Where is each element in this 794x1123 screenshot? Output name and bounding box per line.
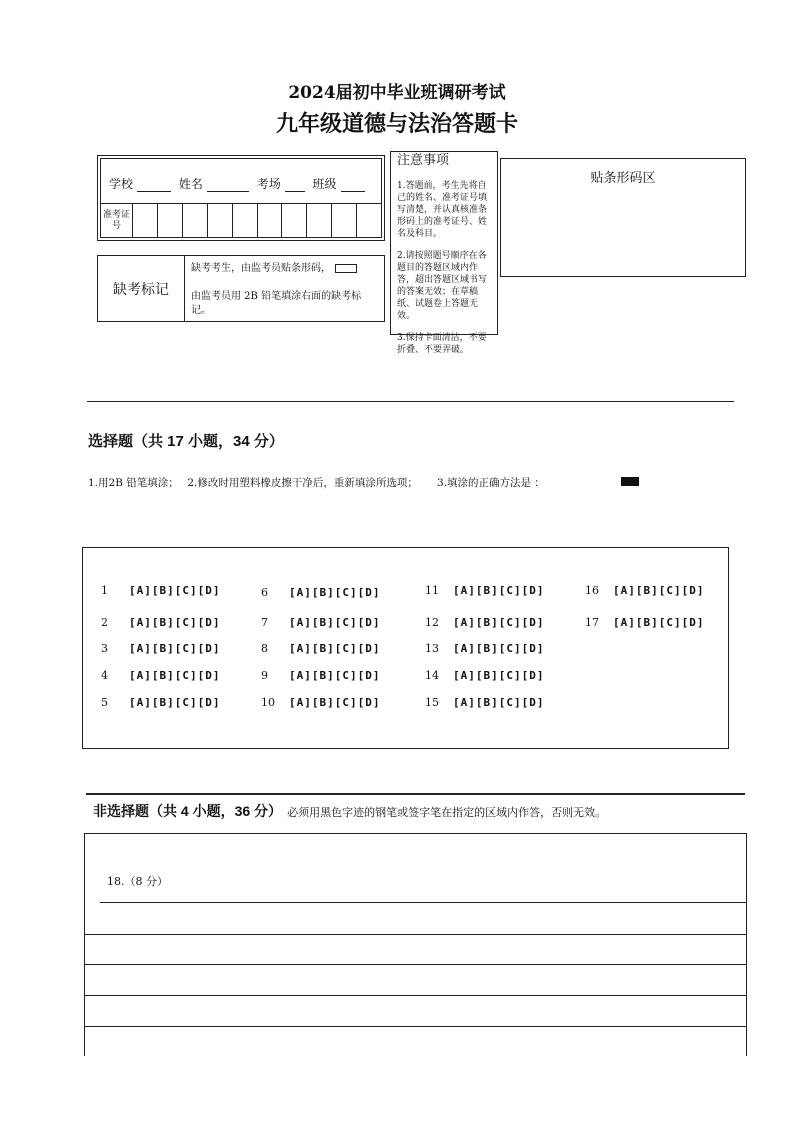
choice-question[interactable] [101, 616, 220, 629]
missing-exam-text-1: 缺考考生，由监考员贴条形码， [191, 263, 331, 274]
answer-options[interactable]: [A][B][C][D] [453, 616, 545, 629]
choice-question[interactable] [585, 616, 704, 629]
choice-question[interactable] [585, 584, 704, 597]
school-field[interactable] [137, 179, 171, 192]
filled-example-mark [621, 477, 639, 486]
room-label: 考场 [256, 177, 281, 191]
choice-question[interactable] [261, 586, 380, 599]
choice-question[interactable] [425, 584, 544, 597]
answer-line[interactable] [85, 1026, 746, 1027]
question-number: 10 [261, 696, 275, 709]
answer-options[interactable]: [A][B][C][D] [129, 696, 221, 709]
nonchoice-note: 必须用黑色字迹的钢笔或签字笔在指定的区域内作答，否则无效。 [287, 806, 607, 819]
choice-question[interactable] [425, 696, 544, 709]
divider [86, 793, 745, 795]
name-label: 姓名 [178, 177, 203, 191]
exam-number-row [101, 203, 381, 237]
choice-question[interactable] [425, 616, 544, 629]
missing-mark-box[interactable] [335, 264, 357, 273]
room-field[interactable] [285, 179, 305, 192]
answer-options[interactable]: [A][B][C][D] [289, 586, 381, 599]
answer-options[interactable]: [A][B][C][D] [453, 584, 545, 597]
missing-exam-box [97, 255, 385, 322]
answer-options[interactable]: [A][B][C][D] [289, 669, 381, 682]
choice-question[interactable] [261, 642, 380, 655]
missing-exam-text [191, 262, 379, 318]
exam-number-cell[interactable] [183, 204, 208, 237]
answer-options[interactable]: [A][B][C][D] [613, 584, 705, 597]
question-number: 2 [101, 616, 108, 629]
answer-line[interactable] [85, 995, 746, 996]
answer-line[interactable] [100, 902, 746, 903]
question-number: 11 [425, 584, 439, 597]
question-number: 17 [585, 616, 599, 629]
exam-number-cell[interactable] [282, 204, 307, 237]
exam-number-cell[interactable] [158, 204, 183, 237]
choice-question[interactable] [101, 696, 220, 709]
note-item: 3.保持卡面清洁，不要折叠、不要弄破。 [397, 333, 487, 355]
choice-section-title: 选择题（共 17 小题，34 分） [88, 433, 284, 450]
question-number: 4 [101, 669, 108, 682]
question-number: 16 [585, 584, 599, 597]
choice-question[interactable] [101, 584, 220, 597]
school-label: 学校 [109, 177, 134, 191]
question-number: 15 [425, 696, 439, 709]
answer-options[interactable]: [A][B][C][D] [129, 642, 221, 655]
answer-options[interactable]: [A][B][C][D] [289, 616, 381, 629]
question-number: 1 [101, 584, 108, 597]
exam-number-cell[interactable] [258, 204, 283, 237]
missing-exam-text-2: 由监考员用 2B 铅笔填涂右面的缺考标记。 [191, 291, 362, 316]
answer-options[interactable]: [A][B][C][D] [453, 642, 545, 655]
exam-title: 2024届初中毕业班调研考试 [288, 83, 506, 103]
exam-number-cell[interactable] [332, 204, 357, 237]
answer-options[interactable]: [A][B][C][D] [613, 616, 705, 629]
question-number: 13 [425, 642, 439, 655]
answer-options[interactable]: [A][B][C][D] [453, 669, 545, 682]
answer-line[interactable] [85, 934, 746, 935]
choice-question[interactable] [261, 696, 380, 709]
exam-number-cell[interactable] [233, 204, 258, 237]
name-field[interactable] [207, 179, 249, 192]
question-number: 6 [261, 586, 268, 599]
question-number: 5 [101, 696, 108, 709]
question-18-label: 18.（8 分） [107, 875, 168, 888]
choice-question[interactable] [101, 669, 220, 682]
choice-instructions: 1.用2B 铅笔填涂； 2.修改时用塑料橡皮擦干净后，重新填涂所选项； 3.填涂的正确方法是 ： [88, 477, 545, 489]
question-number: 14 [425, 669, 439, 682]
question-number: 7 [261, 616, 268, 629]
exam-number-label: 准考证号 [101, 204, 133, 237]
question-number: 3 [101, 642, 108, 655]
barcode-label: 贴条形码区 [590, 171, 656, 186]
choice-question[interactable] [261, 669, 380, 682]
divider [87, 401, 734, 402]
answer-options[interactable]: [A][B][C][D] [129, 584, 221, 597]
answer-options[interactable]: [A][B][C][D] [129, 616, 221, 629]
choice-question[interactable] [101, 642, 220, 655]
note-item: 2.请按照题号顺序在各题目的答题区域内作答，超出答题区域书写的答案无效；在草稿纸、试题卷上答题无效。 [397, 251, 488, 321]
class-label: 班级 [312, 177, 337, 191]
missing-exam-label: 缺考标记 [98, 256, 185, 321]
exam-number-cell[interactable] [133, 204, 158, 237]
note-item: 1.答题前，考生先将自己的姓名、准考证号填写清楚，并认真核准条形码上的准考证号、姓名及科目。 [397, 181, 488, 239]
nonchoice-header [93, 801, 606, 821]
answer-options[interactable]: [A][B][C][D] [289, 642, 381, 655]
answer-line[interactable] [85, 964, 746, 965]
answer-options[interactable]: [A][B][C][D] [289, 696, 381, 709]
notes-list [397, 180, 491, 366]
notes-box [390, 151, 498, 355]
choice-answer-box [82, 547, 729, 749]
answer-options[interactable]: [A][B][C][D] [129, 669, 221, 682]
barcode-area [500, 158, 746, 277]
exam-number-cell[interactable] [208, 204, 233, 237]
answer-card-title: 九年级道德与法治答题卡 [275, 111, 518, 137]
question-number: 12 [425, 616, 439, 629]
nonchoice-answer-box[interactable] [84, 833, 747, 1056]
choice-question[interactable] [425, 669, 544, 682]
answer-options[interactable]: [A][B][C][D] [453, 696, 545, 709]
student-info-line [109, 175, 365, 192]
question-number: 9 [261, 669, 268, 682]
class-field[interactable] [341, 179, 365, 192]
notes-title: 注意事项 [397, 153, 450, 168]
student-info-box [97, 155, 385, 241]
exam-number-cell[interactable] [307, 204, 332, 237]
exam-number-cell[interactable] [357, 204, 381, 237]
choice-question[interactable] [425, 642, 544, 655]
nonchoice-section-title: 非选择题（共 4 小题，36 分） [93, 803, 283, 819]
choice-question[interactable] [261, 616, 380, 629]
question-number: 8 [261, 642, 268, 655]
